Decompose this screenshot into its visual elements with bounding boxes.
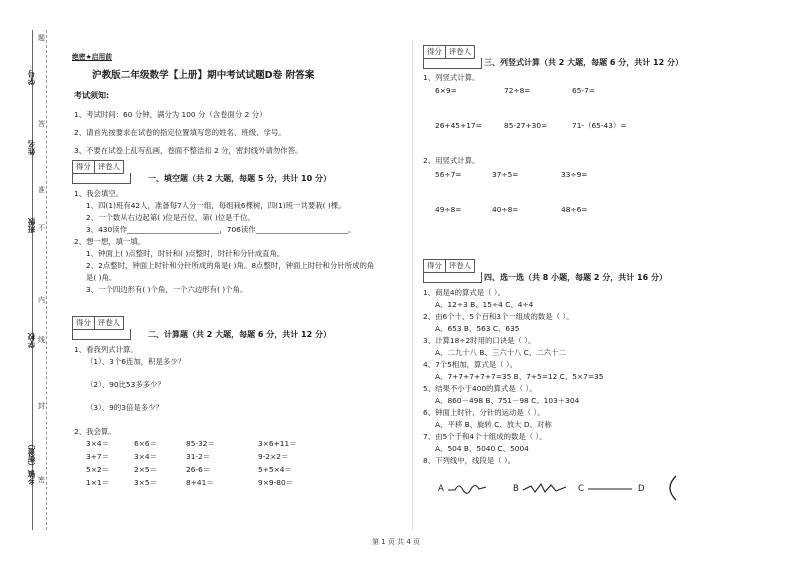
grader-label: 评卷人 [94, 317, 123, 329]
s3-item: 37÷5= [492, 170, 519, 179]
secret-mark: 绝密★启用前 [72, 53, 113, 61]
s3-item: 72÷8= [504, 86, 531, 95]
s4-line: 6、钟面上时针、分针的运动是（ ）。 [423, 408, 545, 417]
margin-label-town: 乡镇（街道） [27, 440, 36, 485]
calc-item: 8+41＝ [186, 478, 214, 487]
s4-line: A、12÷3 B、15÷4 C、4÷4 [435, 300, 534, 309]
s3-item: 49÷8= [435, 205, 462, 214]
s2-line: （2）、90比53多多少？ [86, 380, 165, 389]
calc-item: 3×5＝ [134, 478, 157, 487]
s4-line: 4、7个5相加，算式是（ ）。 [423, 360, 518, 369]
calc-item: 1×1＝ [86, 478, 109, 487]
section4-title: 四、选一选（共 8 小题，每题 2 分，共计 16 分） [484, 273, 667, 282]
s4-line: 2、由6个十、5个百和3个一组成的数是（ ）。 [423, 312, 574, 321]
margin-mark: 准 [38, 186, 45, 194]
s4-line: 8、下列线中，线段是（ ）。 [423, 456, 516, 465]
calc-item: 3+7＝ [86, 452, 109, 461]
s4-line: A、504 B、5040 C、5004 [435, 444, 529, 453]
section2-title: 二、计算题（共 2 大题，每题 6 分，共计 12 分） [148, 330, 331, 339]
s4-line: A、860－498 B、751－98 C、103＋304 [435, 396, 580, 405]
s1-line: 3、430读作_________________________，706读作_________________________。 [86, 225, 356, 234]
s1-line: 2、想一想，填一填。 [74, 237, 146, 246]
score-label: 得分 [427, 261, 442, 270]
s1-line: 3、一个四边形有( )个角，一个六边形有( )个角。 [86, 285, 248, 294]
score-label: 得分 [76, 318, 91, 327]
notice-item: 1、考试时间：60 分钟，满分为 100 分（含卷面分 2 分） [74, 110, 267, 119]
figure-label-b: B [513, 484, 519, 494]
s1-line: 是( )角。 [86, 273, 117, 282]
s1-line: 2、2点整时，钟面上时针和分针所成的角是( )角。8点整时，钟面上时针和分针所成的角 [86, 261, 375, 270]
score-label: 得分 [427, 47, 442, 56]
s4-line: A、平移 B、旋转 C、放大 D、对称 [435, 420, 552, 429]
calc-item: 5+5×4＝ [258, 465, 292, 474]
s3-item: 71-（65-43）= [572, 121, 627, 130]
s4-line: 1、商是4的算式是（ ）。 [423, 288, 505, 297]
figure-label-c: C [578, 484, 584, 494]
s2-line: （3）、9的3倍是多少？ [86, 403, 163, 412]
s4-line: 3、计算18÷2时用的口诀是（ ）。 [423, 336, 536, 345]
calc-item: 9×9-80＝ [258, 478, 294, 487]
s3-item: 85-27+30= [504, 121, 548, 130]
score-label: 得分 [76, 162, 91, 171]
s4-line: A、二九十八 B、三六十八 C、二六十二 [435, 348, 566, 357]
s2-line: 1、看我列式计算。 [74, 345, 138, 354]
page-number: 第 1 页 共 4 页 [372, 538, 421, 546]
calc-item: 3×6+11＝ [258, 439, 297, 448]
calc-item: 5×2＝ [86, 465, 109, 474]
calc-item: 3×4＝ [86, 439, 109, 448]
s3-question: 1、列竖式计算。 [423, 73, 480, 82]
grader-label: 评卷人 [445, 46, 474, 58]
notice-title: 考试须知: [74, 91, 110, 100]
s3-item: 40÷8= [492, 205, 519, 214]
margin-mark: 题 [38, 34, 45, 42]
s1-line: 2、一个数从右边起第( )位是百位，第( )位是千位。 [86, 213, 255, 222]
grader-label: 评卷人 [445, 260, 474, 272]
calc-item: 31-2＝ [186, 452, 211, 461]
margin-mark: 内 [38, 296, 45, 304]
grader-label: 评卷人 [94, 161, 123, 173]
s3-item: 65-7= [572, 86, 595, 95]
s3-question: 2、用竖式计算。 [423, 156, 480, 165]
s2-line: （1）、3个6连加，积是多少？ [86, 357, 186, 366]
wavy-line-figure [448, 486, 486, 494]
figure-label-a: A [438, 484, 444, 494]
calc-item: 85-32＝ [186, 439, 215, 448]
section1-title: 一、填空题（共 2 大题，每题 5 分，共计 10 分） [148, 174, 331, 183]
calc-item: 9-2×2＝ [258, 452, 289, 461]
s3-item: 6×9= [435, 86, 457, 95]
s3-item: 56÷7= [435, 170, 462, 179]
notice-item: 2、请首先按要求在试卷的指定位置填写您的姓名、班级、学号。 [74, 128, 286, 137]
s4-line: A、653 B、563 C、635 [435, 324, 520, 333]
s1-line: 1、我会填空。 [74, 189, 124, 198]
calc-item: 26-6＝ [186, 465, 211, 474]
s4-line: A、7+7+7+7+7=35 B、7+5=12 C、5×7=35 [435, 372, 604, 381]
margin-mark: 不 [38, 224, 45, 232]
section3-title: 三、列竖式计算（共 2 大题，每题 6 分，共计 12 分） [484, 58, 683, 67]
margin-mark: 线 [38, 336, 45, 344]
margin-label-student-id: 学号 [27, 70, 36, 85]
calc-item: 2×5＝ [134, 465, 157, 474]
s3-item: 33÷9= [561, 170, 588, 179]
s4-line: 5、结果不小于400的算式是（ ）。 [423, 384, 537, 393]
s3-item: 48÷6= [561, 205, 588, 214]
s2-line: 2、我会算。 [74, 427, 116, 436]
notice-item: 3、不要在试卷上乱写乱画，卷面不整洁扣 2 分，密封线外请勿作答。 [74, 146, 303, 155]
margin-label-school: 学校 [27, 333, 36, 348]
arc-figure [670, 476, 676, 500]
margin-mark: 密 [38, 476, 45, 484]
margin-mark: 封 [38, 402, 45, 410]
s4-line: 7、由5个千和4个十组成的数是（ ）。 [423, 432, 547, 441]
calc-item: 3×4＝ [134, 452, 157, 461]
s1-line: 1、钟面上( )点整时，时针和( )点整时，时针和分针成直角。 [86, 249, 285, 258]
margin-label-class: 班级 [27, 218, 36, 233]
page-title: 沪教版二年级数学【上册】期中考试试题D卷 附答案 [92, 70, 315, 81]
figure-label-d: D [638, 484, 645, 494]
zigzag-line-figure [523, 484, 566, 492]
margin-mark: 答 [38, 120, 45, 128]
s3-item: 26+45+17= [435, 121, 482, 130]
margin-label-name: 姓名 [27, 140, 36, 155]
calc-item: 6×6＝ [134, 439, 157, 448]
s1-line: 1、四(1)班有42人，准备每7人分一组，每组栽6棵树，四(1)班一共要栽( )棵。 [86, 201, 346, 210]
